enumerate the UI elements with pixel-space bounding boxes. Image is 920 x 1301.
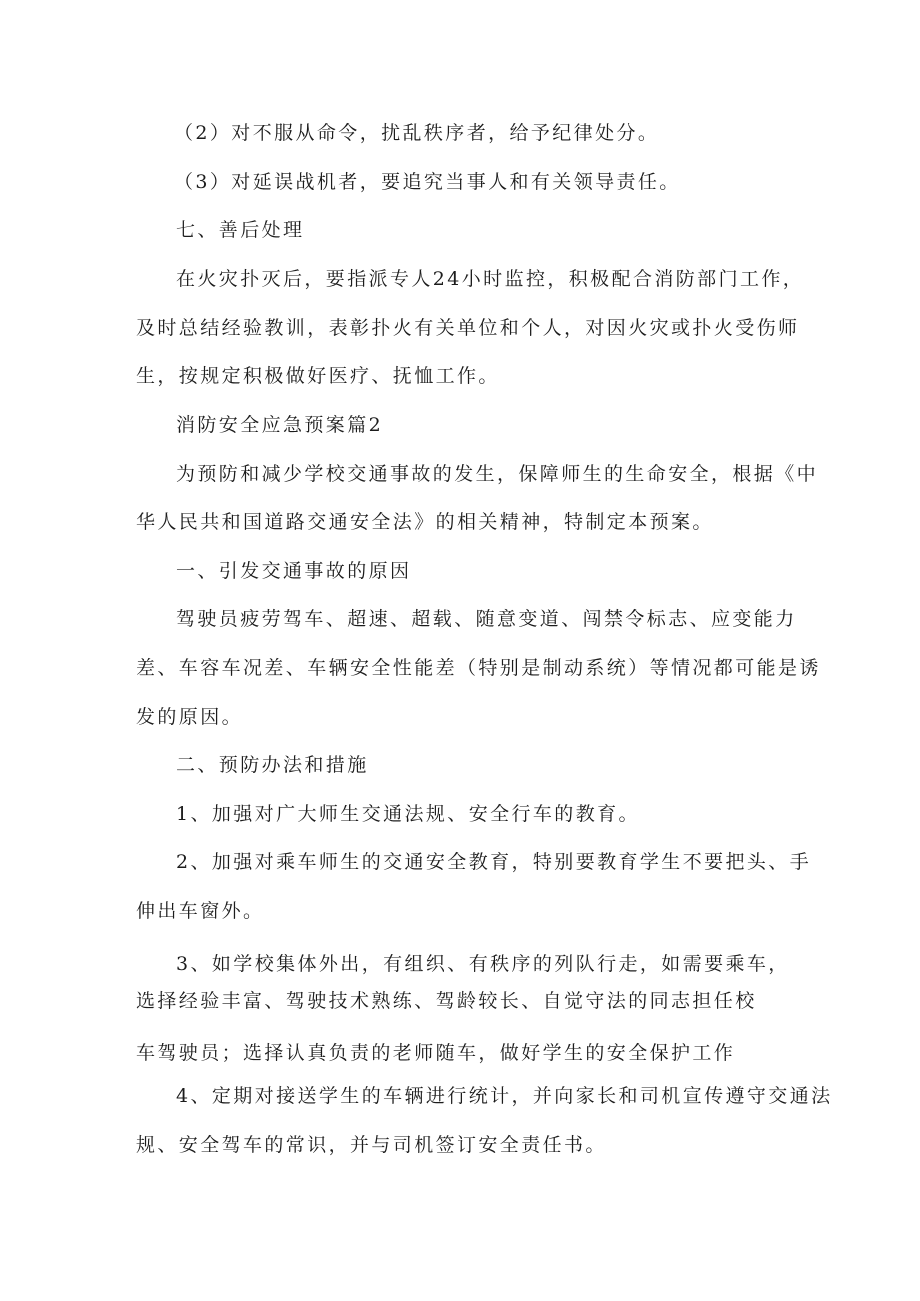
- measure-item-3: 3、如学校集体外出，有组织、有秩序的列队行走，如需要乘车，: [176, 953, 790, 975]
- paragraph-line: 为预防和减少学校交通事故的发生，保障师生的生命安全，根据《中: [176, 463, 819, 485]
- article-title: 消防安全应急预案篇2: [176, 414, 384, 436]
- paragraph-line: 伸出车窗外。: [136, 900, 265, 922]
- section-heading-prevention: 二、预防办法和措施: [176, 754, 369, 776]
- paragraph-line: 生，按规定积极做好医疗、抚恤工作。: [136, 365, 500, 387]
- section-heading-aftermath: 七、善后处理: [176, 219, 305, 241]
- paragraph-line: 选择经验丰富、驾驶技术熟练、驾龄较长、自觉守法的同志担任校: [136, 990, 757, 1012]
- paragraph-line: 在火灾扑灭后，要指派专人24小时监控，积极配合消防部门工作，: [176, 268, 805, 290]
- measure-item-4: 4、定期对接送学生的车辆进行统计，并向家长和司机宣传遵守交通法: [176, 1085, 833, 1107]
- paragraph-line: 车驾驶员；选择认真负责的老师随车，做好学生的安全保护工作: [136, 1042, 736, 1064]
- section-heading-causes: 一、引发交通事故的原因: [176, 560, 412, 582]
- paragraph-line: 规、安全驾车的常识，并与司机签订安全责任书。: [136, 1134, 607, 1156]
- measure-item-1: 1、加强对广大师生交通法规、安全行车的教育。: [176, 803, 640, 825]
- measure-item-2: 2、加强对乘车师生的交通安全教育，特别要教育学生不要把头、手: [176, 851, 812, 873]
- paragraph-line: 及时总结经验教训，表彰扑火有关单位和个人，对因火灾或扑火受伤师: [136, 317, 800, 339]
- paragraph-line: 发的原因。: [136, 706, 244, 728]
- paragraph-line: 差、车容车况差、车辆安全性能差（特别是制动系统）等情况都可能是诱: [136, 657, 821, 679]
- paragraph-line: 驾驶员疲劳驾车、超速、超载、随意变道、闯禁令标志、应变能力: [176, 608, 797, 630]
- penalty-item-2: （2）对不服从命令，扰乱秩序者，给予纪律处分。: [174, 122, 660, 144]
- paragraph-line: 华人民共和国道路交通安全法》的相关精神，特制定本预案。: [136, 511, 714, 533]
- penalty-item-3: （3）对延误战机者，要追究当事人和有关领导责任。: [174, 171, 681, 193]
